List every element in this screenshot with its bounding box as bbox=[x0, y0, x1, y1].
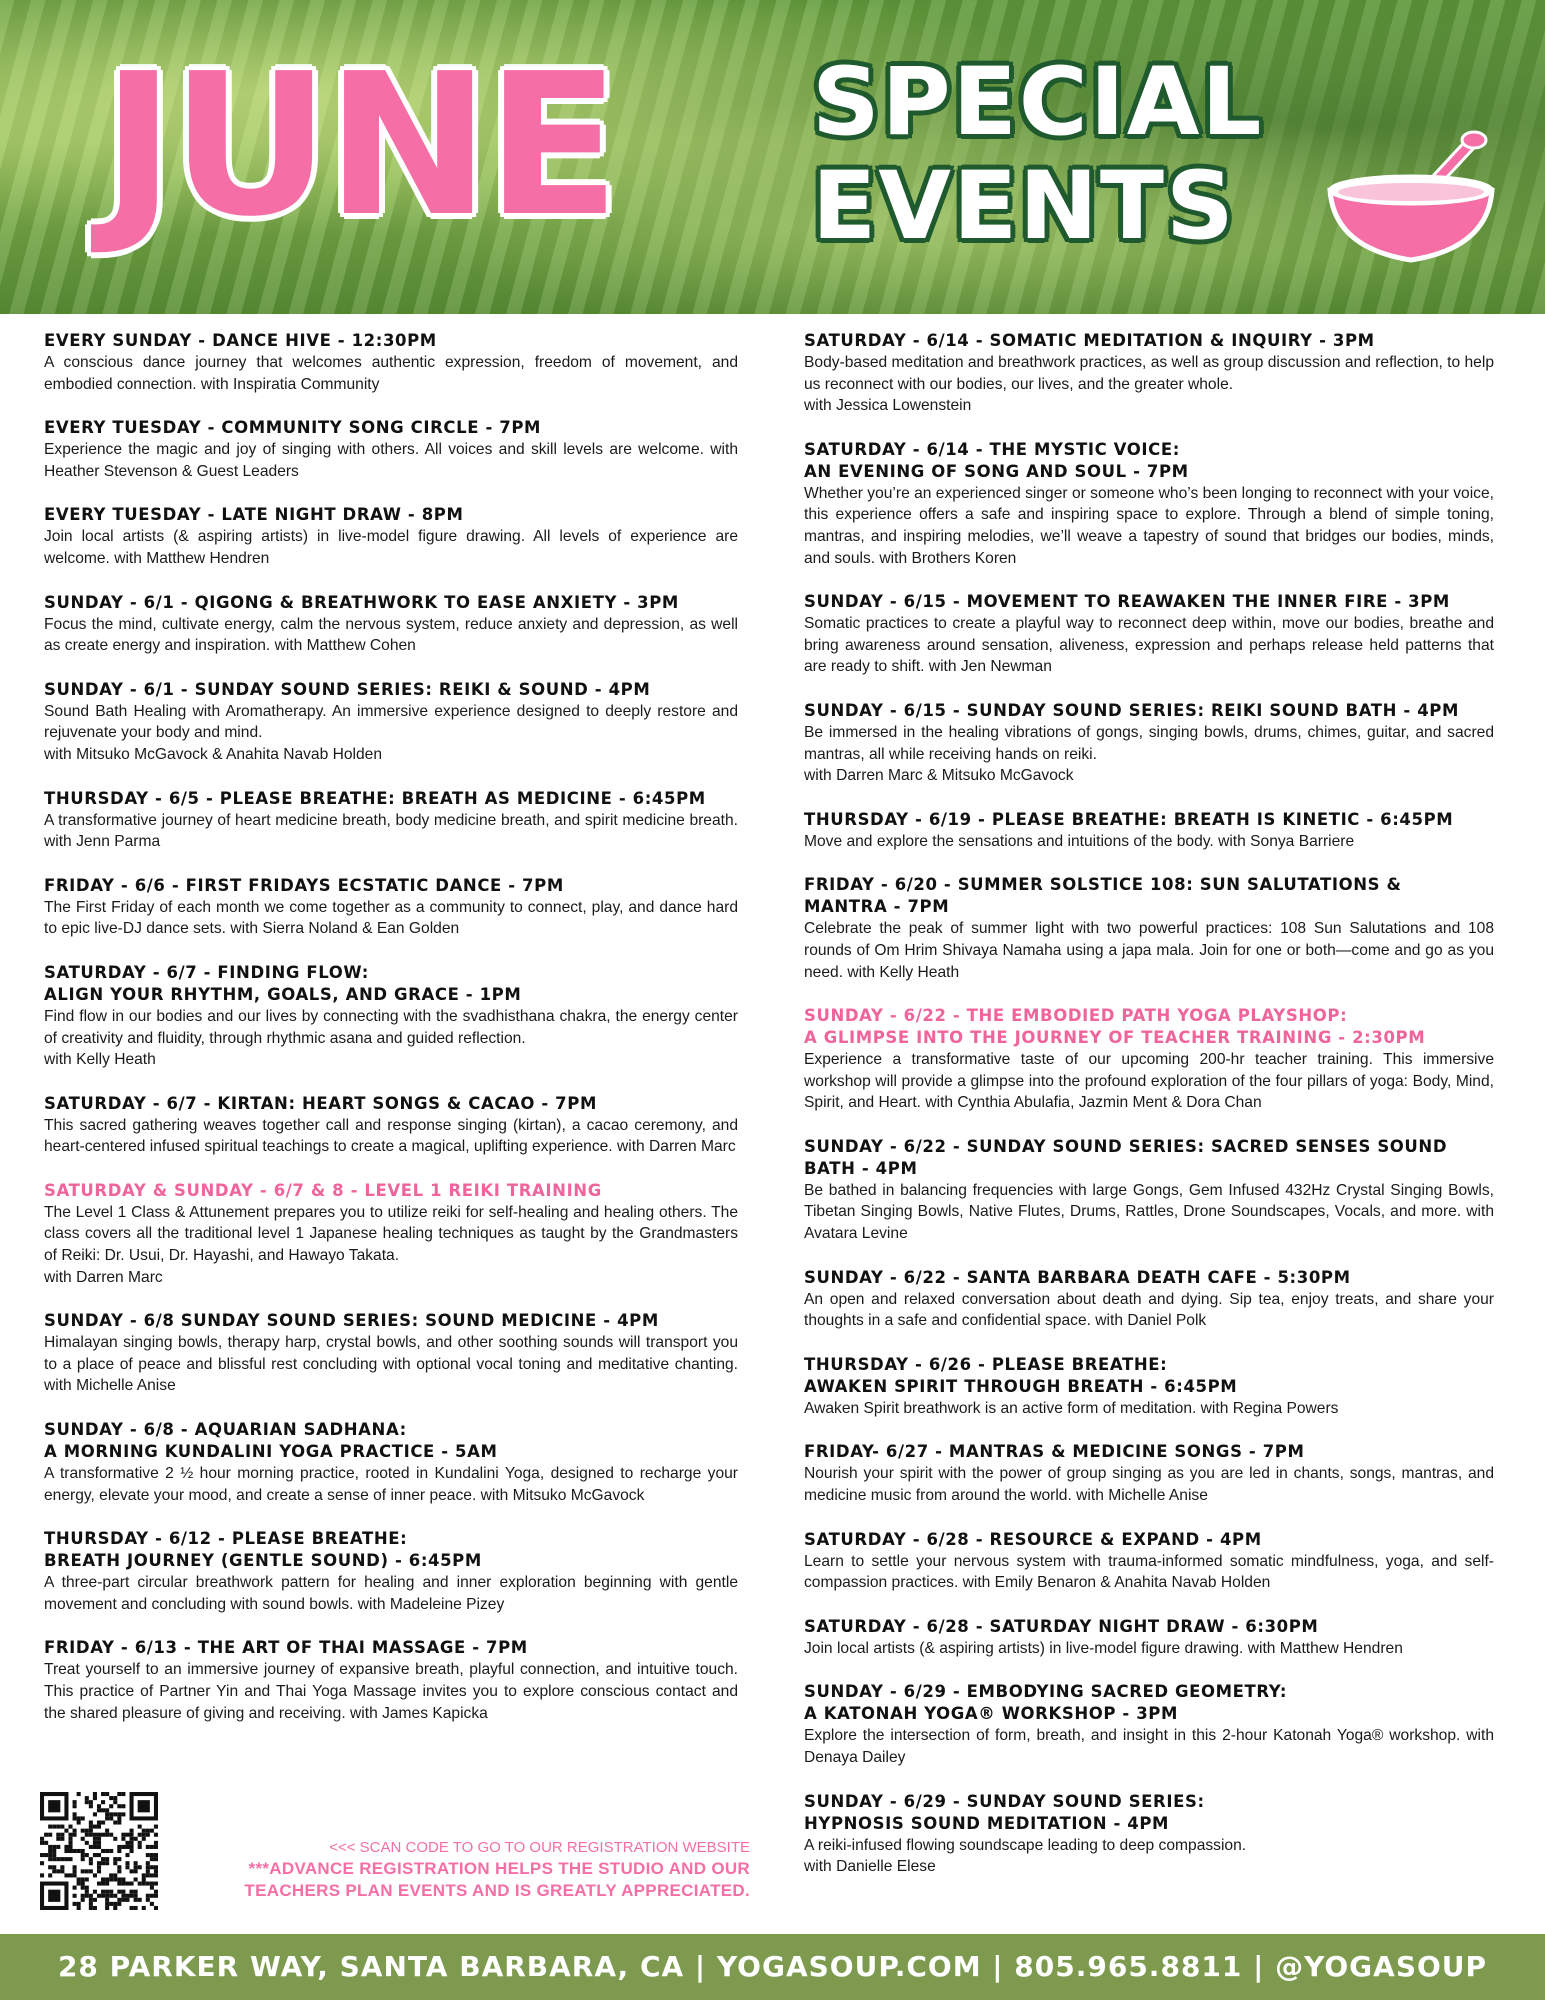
event-item bbox=[44, 679, 738, 766]
event-title: FRIDAY - 6/6 - FIRST FRIDAYS ECSTATIC DANCE - 7PM bbox=[44, 875, 564, 895]
event-item bbox=[44, 504, 738, 569]
event-item bbox=[44, 1180, 738, 1288]
event-description: Learn to settle your nervous system with trauma-informed somatic mindfulness, yoga, and self-compassion practices. with Emily Benaron & Anahita Navab Holden bbox=[804, 1552, 1494, 1592]
event-item bbox=[804, 1529, 1494, 1594]
event-description: Explore the intersection of form, breath, and insight in this 2-hour Katonah Yoga® workshop. with Denaya Dailey bbox=[804, 1727, 1494, 1766]
event-item bbox=[804, 439, 1494, 569]
event-title: FRIDAY - 6/13 - THE ART OF THAI MASSAGE - 7PM bbox=[44, 1638, 528, 1658]
event-description: Move and explore the sensations and intuitions of the body. with Sonya Barriere bbox=[804, 832, 1355, 850]
event-item bbox=[804, 809, 1494, 853]
scan-code-note: <<< SCAN CODE TO GO TO OUR REGISTRATION WEBSITE bbox=[329, 1839, 750, 1856]
event-description: A conscious dance journey that welcomes authentic expression, freedom of movement, and embodied connection. with Inspiratia Community bbox=[44, 354, 738, 393]
event-description: An open and relaxed conversation about death and dying. Sip tea, enjoy treats, and share your thoughts in a safe and confidential space. with Daniel Polk bbox=[804, 1290, 1494, 1330]
event-item bbox=[44, 788, 738, 853]
event-description: The Level 1 Class & Attunement prepares you to utilize reiki for self-healing and healing others. The class covers all the traditional level 1 Japanese healing techniques as taught by the Grandmasters of Reiki: Dr. Usui, Dr. Hayashi, and Hawayo Takata. bbox=[44, 1203, 738, 1265]
event-item bbox=[44, 962, 738, 1071]
event-title: SUNDAY - 6/22 - SANTA BARBARA DEATH CAFE - 5:30PM bbox=[804, 1267, 1351, 1287]
event-title: THURSDAY - 6/5 - PLEASE BREATHE: BREATH AS MEDICINE - 6:45PM bbox=[44, 788, 706, 808]
event-title: SUNDAY - 6/1 - SUNDAY SOUND SERIES: REIKI & SOUND - 4PM bbox=[44, 679, 651, 699]
event-title: SUNDAY - 6/1 - QIGONG & BREATHWORK TO EASE ANXIETY - 3PM bbox=[44, 592, 679, 612]
event-title: FRIDAY - 6/20 - SUMMER SOLSTICE 108: SUN SALUTATIONS & MANTRA - 7PM bbox=[804, 875, 1402, 917]
event-item bbox=[44, 592, 738, 657]
event-item bbox=[804, 1441, 1494, 1506]
event-description: Treat yourself to an immersive journey of expansive breath, playful connection, and intuitive touch. This practice of Partner Yin and Thai Yoga Massage invites you to explore conscious contact and the shared pleasure of giving and receiving. with James Kapicka bbox=[44, 1661, 738, 1722]
registration-note bbox=[180, 1838, 750, 1902]
event-item bbox=[44, 1419, 738, 1506]
event-title: EVERY TUESDAY - COMMUNITY SONG CIRCLE - 7PM bbox=[44, 418, 542, 438]
event-title: SATURDAY - 6/14 - THE MYSTIC VOICE: AN EVENING OF SONG AND SOUL - 7PM bbox=[804, 439, 1189, 481]
event-host: with Darren Marc bbox=[44, 1268, 163, 1286]
right-event-column bbox=[804, 330, 1494, 1900]
event-description: Experience a transformative taste of our upcoming 200-hr teacher training. This immersive workshop will provide a glimpse into the profound exploration of the four pillars of yoga: Body, Mind, Spirit, and Heart. with Cynthia Abulafia, Jazmin Ment & Dora Chan bbox=[804, 1051, 1494, 1112]
event-description: This sacred gathering weaves together call and response singing (kirtan), a cacao ceremony, and heart-centered infused spiritual teachings to create a magical, uplifting experience. with Darren Marc bbox=[44, 1116, 738, 1156]
event-item bbox=[44, 1528, 738, 1615]
footer-contact-text: 28 PARKER WAY, SANTA BARBARA, CA | YOGASOUP.COM | 805.965.8811 | @YOGASOUP bbox=[57, 1950, 1488, 1983]
event-description: Body-based meditation and breathwork practices, as well as group discussion and reflection, to help us reconnect with our bodies, our lives, and the greater whole. bbox=[804, 354, 1494, 393]
event-title: SUNDAY - 6/8 - AQUARIAN SADHANA: A MORNING KUNDALINI YOGA PRACTICE - 5AM bbox=[44, 1420, 498, 1462]
june-title: JUNE bbox=[102, 32, 617, 260]
event-description: Focus the mind, cultivate energy, calm the nervous system, reduce anxiety and depression, as well as create energy and inspiration. with Matthew Cohen bbox=[44, 615, 738, 655]
qr-code[interactable] bbox=[40, 1792, 158, 1910]
event-host: with Jessica Lowenstein bbox=[804, 397, 972, 415]
event-description: A reiki-infused flowing soundscape leading to deep compassion. bbox=[804, 1836, 1247, 1854]
event-title: FRIDAY- 6/27 - MANTRAS & MEDICINE SONGS - 7PM bbox=[804, 1442, 1305, 1462]
event-description: Join local artists (& aspiring artists) in live-model figure drawing. All levels of experience are welcome. with Matthew Hendren bbox=[44, 528, 738, 567]
event-description: Whether you’re an experienced singer or someone who’s been longing to reconnect with your voice, this experience offers a safe and inspiring space to explore. Through a blend of simple toning, mantras, and inspiring melodies, we’ll weave a tapestry of sound that bridges our bodies, minds, and souls. with Brothers Koren bbox=[804, 484, 1494, 567]
event-host: with Danielle Elese bbox=[804, 1858, 936, 1876]
event-description: A transformative 2 ½ hour morning practice, rooted in Kundalini Yoga, designed to recharge your energy, elevate your mood, and create a sense of inner peace. with Mitsuko McGavock bbox=[44, 1465, 738, 1504]
event-item bbox=[804, 330, 1494, 417]
event-title: SUNDAY - 6/15 - MOVEMENT TO REAWAKEN THE INNER FIRE - 3PM bbox=[804, 592, 1450, 612]
event-description: The First Friday of each month we come together as a community to connect, play, and dance hard to epic live-DJ dance sets. with Sierra Noland & Ean Golden bbox=[44, 898, 738, 938]
special-title: SPECIAL bbox=[812, 48, 1264, 157]
event-title: SUNDAY - 6/29 - EMBODYING SACRED GEOMETRY: A KATONAH YOGA® WORKSHOP - 3PM bbox=[804, 1682, 1288, 1724]
event-item bbox=[804, 591, 1494, 678]
event-host: with Mitsuko McGavock & Anahita Navab Holden bbox=[44, 745, 383, 763]
event-description: Be bathed in balancing frequencies with large Gongs, Gem Infused 432Hz Crystal Singing Bowls, Tibetan Singing Bowls, Native Flutes, Drums, Rattles, Drone Soundscapes, Vocals, and more. with Avatara Levine bbox=[804, 1181, 1494, 1243]
event-description: A three-part circular breathwork pattern for healing and inner exploration beginning with gentle movement and concluding with sound bowls. with Madeleine Pizey bbox=[44, 1574, 738, 1613]
event-description: A transformative journey of heart medicine breath, body medicine breath, and spirit medicine breath. with Jenn Parma bbox=[44, 811, 738, 851]
event-title: EVERY TUESDAY - LATE NIGHT DRAW - 8PM bbox=[44, 505, 464, 525]
event-item bbox=[44, 1310, 738, 1397]
event-item bbox=[804, 1136, 1494, 1245]
header-banner bbox=[0, 0, 1545, 314]
event-host: with Darren Marc & Mitsuko McGavock bbox=[804, 767, 1074, 785]
event-item bbox=[804, 1267, 1494, 1332]
event-title: SATURDAY - 6/28 - SATURDAY NIGHT DRAW - 6:30PM bbox=[804, 1616, 1319, 1636]
event-item bbox=[804, 1005, 1494, 1114]
event-item bbox=[804, 1354, 1494, 1420]
event-item bbox=[44, 1637, 738, 1724]
advance-registration-note: ***ADVANCE REGISTRATION HELPS THE STUDIO AND OUR TEACHERS PLAN EVENTS AND IS GREATLY APPRECIATED. bbox=[244, 1859, 750, 1900]
event-title: SATURDAY - 6/14 - SOMATIC MEDITATION & INQUIRY - 3PM bbox=[804, 331, 1375, 350]
event-item bbox=[44, 1093, 738, 1158]
event-description: Find flow in our bodies and our lives by connecting with the svadhisthana chakra, the energy center of creativity and fluidity, through rhythmic asana and guided reflection. bbox=[44, 1007, 738, 1047]
event-description: Awaken Spirit breathwork is an active form of meditation. with Regina Powers bbox=[804, 1399, 1339, 1417]
event-description: Celebrate the peak of summer light with two powerful practices: 108 Sun Salutations and 108 rounds of Om Hrim Shivaya Namaha using a japa mala. Join for one or both—come and go as you need. with Kelly Heath bbox=[804, 920, 1494, 981]
event-title: SATURDAY & SUNDAY - 6/7 & 8 - LEVEL 1 REIKI TRAINING bbox=[44, 1180, 602, 1200]
event-title: SATURDAY - 6/7 - KIRTAN: HEART SONGS & CACAO - 7PM bbox=[44, 1093, 597, 1113]
event-title: SUNDAY - 6/22 - THE EMBODIED PATH YOGA PLAYSHOP: A GLIMPSE INTO THE JOURNEY OF TEACHER TRAINING - 2:30PM bbox=[804, 1006, 1426, 1048]
event-description: Somatic practices to create a playful way to reconnect deep within, move our bodies, breathe and bring awareness around sensation, aliveness, expression and perhaps release held patterns that are ready to shift. with Jen Newman bbox=[804, 615, 1494, 676]
event-title: SATURDAY - 6/28 - RESOURCE & EXPAND - 4PM bbox=[804, 1529, 1262, 1549]
footer-bar bbox=[0, 1934, 1545, 2000]
events-title: EVENTS bbox=[812, 152, 1236, 261]
event-title: SUNDAY - 6/15 - SUNDAY SOUND SERIES: REIKI SOUND BATH - 4PM bbox=[804, 700, 1459, 720]
event-item bbox=[44, 330, 738, 395]
event-title: THURSDAY - 6/19 - PLEASE BREATHE: BREATH IS KINETIC - 6:45PM bbox=[804, 809, 1454, 829]
event-item bbox=[804, 874, 1494, 983]
left-event-column bbox=[44, 330, 738, 1746]
event-host: with Kelly Heath bbox=[44, 1051, 156, 1069]
soup-bowl-icon bbox=[1322, 128, 1500, 268]
event-description: Join local artists (& aspiring artists) in live-model figure drawing. with Matthew Hendren bbox=[804, 1639, 1403, 1657]
event-title: SUNDAY - 6/29 - SUNDAY SOUND SERIES: HYPNOSIS SOUND MEDITATION - 4PM bbox=[804, 1791, 1205, 1833]
event-item bbox=[44, 875, 738, 940]
event-description: Himalayan singing bowls, therapy harp, crystal bowls, and other soothing sounds will transport you to a place of peace and blissful rest concluding with optional vocal toning and meditative chanting. with Michelle Anise bbox=[44, 1334, 738, 1395]
event-title: SATURDAY - 6/7 - FINDING FLOW: ALIGN YOUR RHYTHM, GOALS, AND GRACE - 1PM bbox=[44, 962, 522, 1004]
event-item bbox=[44, 417, 738, 482]
event-title: EVERY SUNDAY - DANCE HIVE - 12:30PM bbox=[44, 331, 437, 350]
event-title: THURSDAY - 6/12 - PLEASE BREATHE: BREATH JOURNEY (GENTLE SOUND) - 6:45PM bbox=[44, 1529, 482, 1571]
event-description: Sound Bath Healing with Aromatherapy. An immersive experience designed to deeply restore and rejuvenate your body and mind. bbox=[44, 702, 738, 742]
event-title: SUNDAY - 6/8 SUNDAY SOUND SERIES: SOUND MEDICINE - 4PM bbox=[44, 1311, 659, 1331]
event-item bbox=[804, 700, 1494, 787]
event-title: SUNDAY - 6/22 - SUNDAY SOUND SERIES: SACRED SENSES SOUND BATH - 4PM bbox=[804, 1136, 1448, 1178]
event-item bbox=[804, 1616, 1494, 1660]
event-description: Nourish your spirit with the power of group singing as you are led in chants, songs, mantras, and medicine music from around the world. with Michelle Anise bbox=[804, 1465, 1494, 1505]
event-title: THURSDAY - 6/26 - PLEASE BREATHE: AWAKEN SPIRIT THROUGH BREATH - 6:45PM bbox=[804, 1354, 1238, 1396]
event-description: Experience the magic and joy of singing with others. All voices and skill levels are welcome. with Heather Stevenson & Guest Leaders bbox=[44, 441, 738, 480]
event-description: Be immersed in the healing vibrations of gongs, singing bowls, drums, chimes, guitar, and sacred mantras, all while receiving hands on reiki. bbox=[804, 723, 1494, 763]
event-item bbox=[804, 1791, 1494, 1878]
event-item bbox=[804, 1681, 1494, 1768]
